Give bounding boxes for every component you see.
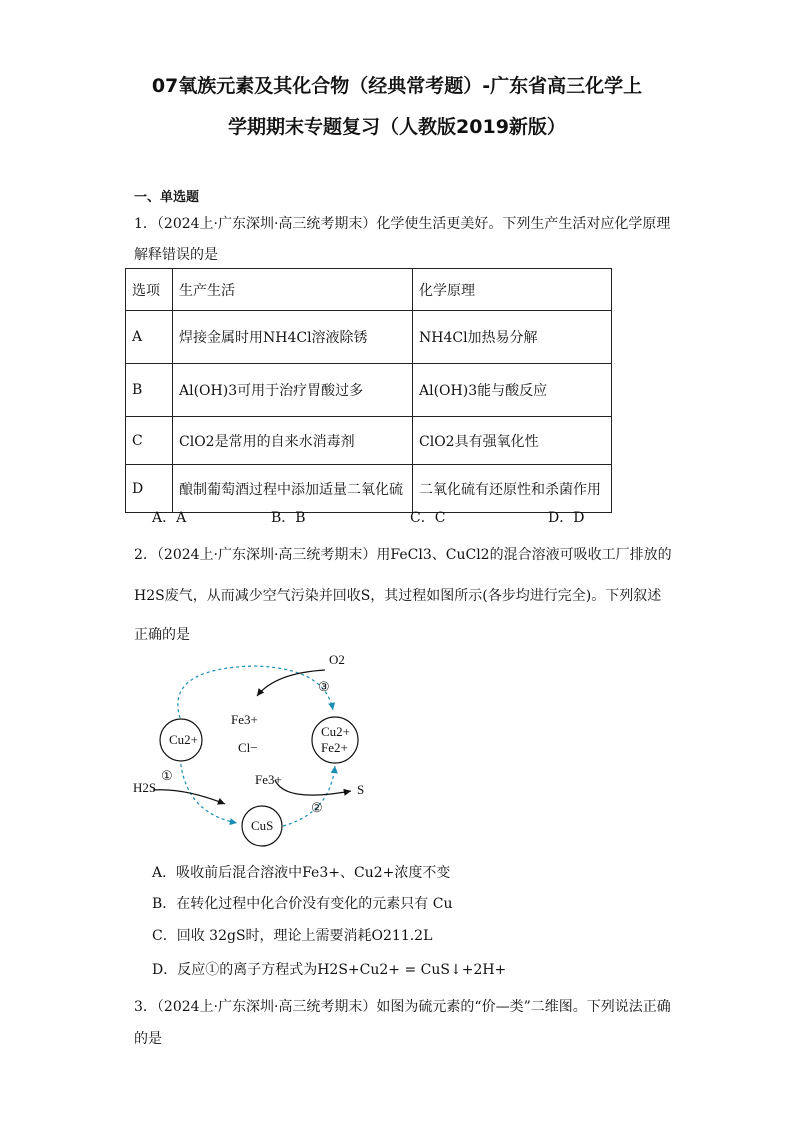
q1-option-c: C．C	[410, 510, 446, 526]
table-cell: Al(OH)3能与酸反应	[413, 364, 612, 417]
s-label: S	[357, 782, 365, 797]
section-heading: 一、单选题	[134, 190, 200, 205]
table-cell: 焊接金属时用NH4Cl溶液除锈	[173, 311, 413, 364]
cl-label: Cl−	[238, 740, 258, 755]
table-cell: B	[126, 364, 173, 417]
table-cell: 酿制葡萄酒过程中添加适量二氧化硫	[173, 465, 413, 513]
q2-option-c: C．回收 32gS时，理论上需要消耗O211.2L	[152, 928, 433, 944]
cu-right-label: Cu2+	[321, 724, 351, 739]
cycle-arc-top	[178, 666, 333, 718]
step1-label: ①	[161, 768, 173, 783]
q2-stem-line2: H2S废气，从而减少空气污染并回收S，其过程如图所示(各步均进行完全)。下列叙述	[134, 588, 662, 604]
cu-left-label: Cu2+	[169, 732, 199, 747]
reaction-cycle-diagram	[125, 648, 385, 848]
fe3-top-label: Fe3+	[231, 712, 258, 727]
table-header-cell: 生产生活	[173, 269, 413, 311]
o2-label: O2	[329, 652, 345, 667]
h2s-label: H2S	[133, 780, 157, 795]
table-cell: D	[126, 465, 173, 513]
q1-option-d: D．D	[548, 510, 585, 526]
o2-arrow	[257, 670, 325, 696]
table-row	[126, 417, 612, 465]
cycle-arc-left	[180, 758, 237, 823]
table-row	[126, 465, 612, 513]
table-row	[126, 364, 612, 417]
fe3-mid-label: Fe3+	[255, 772, 282, 787]
table-cell: 二氧化硫有还原性和杀菌作用	[413, 465, 612, 513]
q1-table	[125, 268, 612, 513]
table-cell: A	[126, 311, 173, 364]
q1-option-b: B．B	[271, 510, 306, 526]
step3-label: ③	[318, 679, 330, 694]
table-header-cell: 化学原理	[413, 269, 612, 311]
q2-stem-line3: 正确的是	[134, 627, 190, 643]
s-arrow	[275, 780, 351, 795]
q3-stem-line2: 的是	[134, 1031, 162, 1047]
q2-stem-line1: 2．（2024上·广东深圳·高三统考期末）用FeCl3、CuCl2的混合溶液可吸收工厂排放的	[134, 547, 672, 563]
q3-stem-line1: 3．（2024上·广东深圳·高三统考期末）如图为硫元素的“价—类”二维图。下列说法正确	[134, 999, 671, 1015]
q2-option-a: A．吸收前后混合溶液中Fe3+、Cu2+浓度不变	[152, 865, 451, 881]
cycle-arc-right	[283, 766, 335, 826]
table-header-row	[126, 269, 612, 311]
table-cell: Al(OH)3可用于治疗胃酸过多	[173, 364, 413, 417]
table-cell: ClO2是常用的自来水消毒剂	[173, 417, 413, 465]
q1-stem-line1: 1．（2024上·广东深圳·高三统考期末）化学使生活更美好。下列生产生活对应化学原理	[134, 216, 671, 232]
doc-title-line2: 学期期末专题复习（人教版2019新版）	[228, 116, 566, 138]
table-cell: ClO2具有强氧化性	[413, 417, 612, 465]
step2-label: ②	[311, 800, 323, 815]
table-header-cell: 选项	[126, 269, 173, 311]
cus-label: CuS	[251, 818, 274, 833]
q1-option-a: A．A	[152, 510, 187, 526]
h2s-arrow	[153, 790, 225, 804]
q2-option-b: B．在转化过程中化合价没有变化的元素只有 Cu	[152, 896, 453, 912]
table-cell: C	[126, 417, 173, 465]
q2-option-d: D．反应①的离子方程式为H2S+Cu2+ = CuS↓+2H+	[152, 962, 507, 978]
table-row	[126, 311, 612, 364]
doc-title-line1: 07氧族元素及其化合物（经典常考题）-广东省高三化学上	[151, 75, 643, 97]
q1-stem-line2: 解释错误的是	[134, 247, 218, 263]
fe-right-label: Fe2+	[321, 740, 348, 755]
table-cell: NH4Cl加热易分解	[413, 311, 612, 364]
